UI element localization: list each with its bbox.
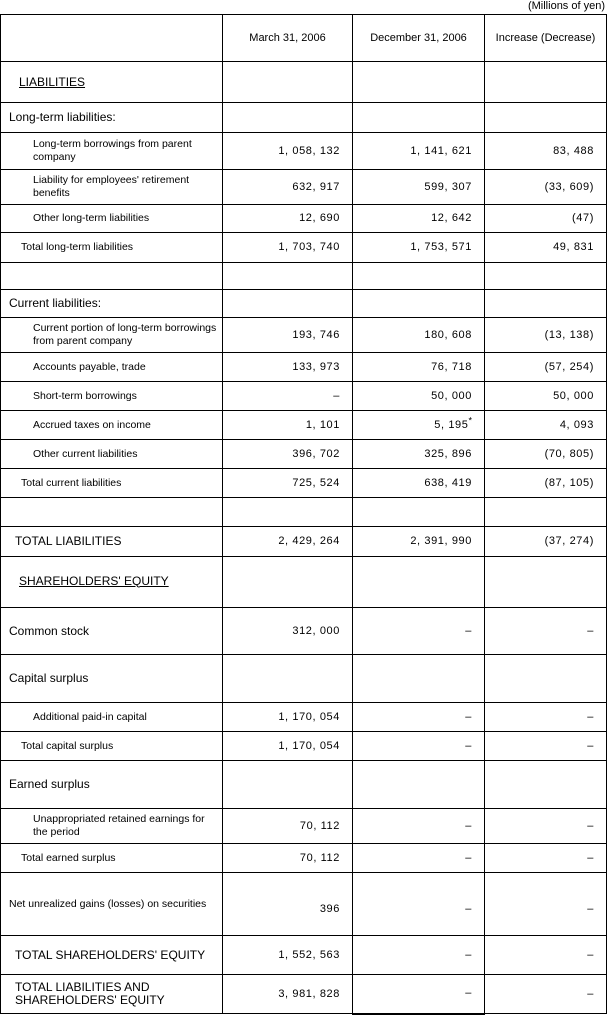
cell-march: 1, 170, 054	[223, 703, 353, 732]
spacer-cell	[223, 498, 353, 527]
table-row	[1, 469, 607, 498]
cell-december: 599, 307	[353, 170, 485, 205]
cell-march: 70, 112	[223, 809, 353, 844]
cell-december: –	[353, 608, 485, 655]
cell-increase: 49, 831	[485, 233, 607, 263]
cell-december: –	[353, 975, 485, 1014]
units-caption: (Millions of yen)	[527, 0, 605, 12]
row-label: Long-term liabilities:	[9, 110, 116, 124]
section-heading-shareholders-equity	[1, 557, 223, 608]
cell-increase	[485, 761, 607, 809]
row-label-cell	[1, 469, 223, 498]
table-row	[1, 732, 607, 761]
cell-december	[353, 62, 485, 103]
cell-increase: 50, 000	[485, 382, 607, 411]
row-label: Current liabilities:	[9, 296, 102, 310]
table-row	[1, 608, 607, 655]
cell-march: 12, 690	[223, 205, 353, 233]
cell-december: 325, 896	[353, 440, 485, 469]
cell-march	[223, 761, 353, 809]
cell-increase: –	[485, 732, 607, 761]
row-label-cell	[1, 318, 223, 353]
row-label-cell	[1, 655, 223, 703]
cell-march: 1, 058, 132	[223, 133, 353, 170]
cell-december: –	[353, 936, 485, 975]
cell-increase: –	[485, 809, 607, 844]
table-row	[1, 170, 607, 205]
row-label: TOTAL SHAREHOLDERS' EQUITY	[15, 947, 206, 962]
table-row	[1, 103, 607, 133]
cell-march: 396, 702	[223, 440, 353, 469]
section-heading-text: SHAREHOLDERS' EQUITY	[19, 573, 169, 588]
row-label-cell	[1, 703, 223, 732]
row-label-cell	[1, 290, 223, 318]
row-label-cell	[1, 353, 223, 382]
row-label-cell	[1, 936, 223, 975]
cell-increase: (37, 274)	[485, 527, 607, 557]
column-header-december: December 31, 2006	[353, 15, 485, 62]
column-header-march: March 31, 2006	[223, 15, 353, 62]
cell-increase: –	[485, 703, 607, 732]
spacer-cell	[485, 498, 607, 527]
row-label-cell	[1, 170, 223, 205]
row-label-cell	[1, 873, 223, 936]
row-label-cell	[1, 133, 223, 170]
cell-increase: (47)	[485, 205, 607, 233]
cell-increase: (13, 138)	[485, 318, 607, 353]
table-row	[1, 290, 607, 318]
row-label: Liability for employees' retirement benefits	[33, 174, 190, 199]
row-label-cell	[1, 233, 223, 263]
cell-march: 2, 429, 264	[223, 527, 353, 557]
spacer-row	[1, 498, 607, 527]
cell-increase	[485, 62, 607, 103]
row-label: Short-term borrowings	[33, 389, 137, 402]
table-row	[1, 62, 607, 103]
row-label: Total capital surplus	[21, 739, 114, 752]
row-label: TOTAL LIABILITIES	[15, 534, 122, 548]
cell-march: 1, 170, 054	[223, 732, 353, 761]
cell-increase	[485, 655, 607, 703]
cell-march: 1, 101	[223, 411, 353, 440]
cell-december	[353, 557, 485, 608]
column-header-label	[1, 15, 223, 62]
cell-march: –	[223, 382, 353, 411]
row-label-cell	[1, 809, 223, 844]
cell-december: 180, 608	[353, 318, 485, 353]
cell-march	[223, 557, 353, 608]
table-row	[1, 761, 607, 809]
cell-march: 1, 552, 563	[223, 936, 353, 975]
cell-december: 50, 000	[353, 382, 485, 411]
cell-increase	[485, 103, 607, 133]
row-label: Earned surplus	[9, 777, 90, 791]
cell-march	[223, 655, 353, 703]
cell-december: –	[353, 809, 485, 844]
table-row	[1, 382, 607, 411]
row-label: Total earned surplus	[21, 851, 116, 864]
row-label-cell	[1, 975, 223, 1014]
cell-december: –	[353, 844, 485, 873]
row-label: TOTAL LIABILITIES AND SHAREHOLDERS' EQUITY	[15, 980, 165, 1007]
row-label: Net unrealized gains (losses) on securities	[9, 897, 207, 910]
cell-march	[223, 290, 353, 318]
spacer-cell	[1, 263, 223, 290]
table-row	[1, 353, 607, 382]
cell-increase	[485, 290, 607, 318]
cell-march	[223, 103, 353, 133]
cell-december: –	[353, 703, 485, 732]
cell-december	[353, 761, 485, 809]
spacer-cell	[485, 263, 607, 290]
table-row	[1, 844, 607, 873]
cell-increase: 83, 488	[485, 133, 607, 170]
row-label: Other current liabilities	[33, 447, 138, 460]
cell-increase: (87, 105)	[485, 469, 607, 498]
table-row	[1, 557, 607, 608]
row-label: Other long-term liabilities	[33, 212, 150, 224]
cell-increase	[485, 557, 607, 608]
cell-increase: (57, 254)	[485, 353, 607, 382]
cell-increase: –	[485, 873, 607, 936]
cell-march	[223, 62, 353, 103]
row-label: Current portion of long-term borrowings from parent company	[33, 322, 217, 347]
cell-december	[353, 411, 485, 440]
row-label-cell	[1, 608, 223, 655]
row-label-cell	[1, 411, 223, 440]
row-label: Long-term borrowings from parent company	[33, 138, 192, 163]
cell-march: 725, 524	[223, 469, 353, 498]
cell-increase: –	[485, 608, 607, 655]
table-row	[1, 703, 607, 732]
row-label-cell	[1, 382, 223, 411]
cell-december: 1, 753, 571	[353, 233, 485, 263]
row-label: Total long-term liabilities	[21, 241, 134, 253]
cell-march: 193, 746	[223, 318, 353, 353]
cell-increase: –	[485, 936, 607, 975]
cell-december: –	[353, 732, 485, 761]
cell-increase: (70, 805)	[485, 440, 607, 469]
row-label-cell	[1, 103, 223, 133]
spacer-cell	[353, 263, 485, 290]
table-row	[1, 809, 607, 844]
cell-increase: (33, 609)	[485, 170, 607, 205]
table-row	[1, 975, 607, 1014]
cell-december: 638, 419	[353, 469, 485, 498]
cell-increase: –	[485, 975, 607, 1014]
table-row	[1, 936, 607, 975]
cell-increase: 4, 093	[485, 411, 607, 440]
spacer-cell	[353, 498, 485, 527]
table-row	[1, 411, 607, 440]
cell-december	[353, 655, 485, 703]
table-row	[1, 527, 607, 557]
row-label: Common stock	[9, 623, 90, 638]
table-row	[1, 205, 607, 233]
row-label: Additional paid-in capital	[33, 710, 147, 723]
cell-march: 312, 000	[223, 608, 353, 655]
row-label: Capital surplus	[9, 671, 89, 685]
row-label-cell	[1, 527, 223, 557]
section-heading-text: LIABILITIES	[19, 74, 86, 89]
cell-increase: –	[485, 844, 607, 873]
row-label-cell	[1, 440, 223, 469]
table-row	[1, 133, 607, 170]
row-label: Accrued taxes on income	[33, 418, 151, 431]
table-row	[1, 655, 607, 703]
row-label: Unappropriated retained earnings for the period	[33, 813, 205, 838]
cell-december: 1, 141, 621	[353, 133, 485, 170]
footnote-marker: *	[468, 414, 472, 425]
cell-december	[353, 290, 485, 318]
row-label: Total current liabilities	[21, 476, 122, 489]
cell-december: 76, 718	[353, 353, 485, 382]
table-row	[1, 873, 607, 936]
table-row	[1, 440, 607, 469]
column-header-increase: Increase (Decrease)	[485, 15, 607, 62]
table-row	[1, 233, 607, 263]
row-label-cell	[1, 761, 223, 809]
spacer-row	[1, 263, 607, 290]
cell-march: 396	[223, 873, 353, 936]
section-heading-liabilities	[1, 62, 223, 103]
cell-december-value: 5, 195*	[434, 414, 472, 431]
cell-december: –	[353, 873, 485, 936]
row-label-cell	[1, 844, 223, 873]
spacer-cell	[1, 498, 223, 527]
cell-december: 2, 391, 990	[353, 527, 485, 557]
cell-december	[353, 103, 485, 133]
cell-march: 632, 917	[223, 170, 353, 205]
cell-december: 12, 642	[353, 205, 485, 233]
cell-march: 70, 112	[223, 844, 353, 873]
row-label-cell	[1, 732, 223, 761]
cell-march: 133, 973	[223, 353, 353, 382]
row-label-cell	[1, 205, 223, 233]
table-header-row	[1, 15, 607, 62]
balance-sheet-table	[0, 14, 607, 1015]
spacer-cell	[223, 263, 353, 290]
row-label: Accounts payable, trade	[33, 360, 146, 373]
cell-march: 3, 981, 828	[223, 975, 353, 1014]
table-row	[1, 318, 607, 353]
cell-march: 1, 703, 740	[223, 233, 353, 263]
